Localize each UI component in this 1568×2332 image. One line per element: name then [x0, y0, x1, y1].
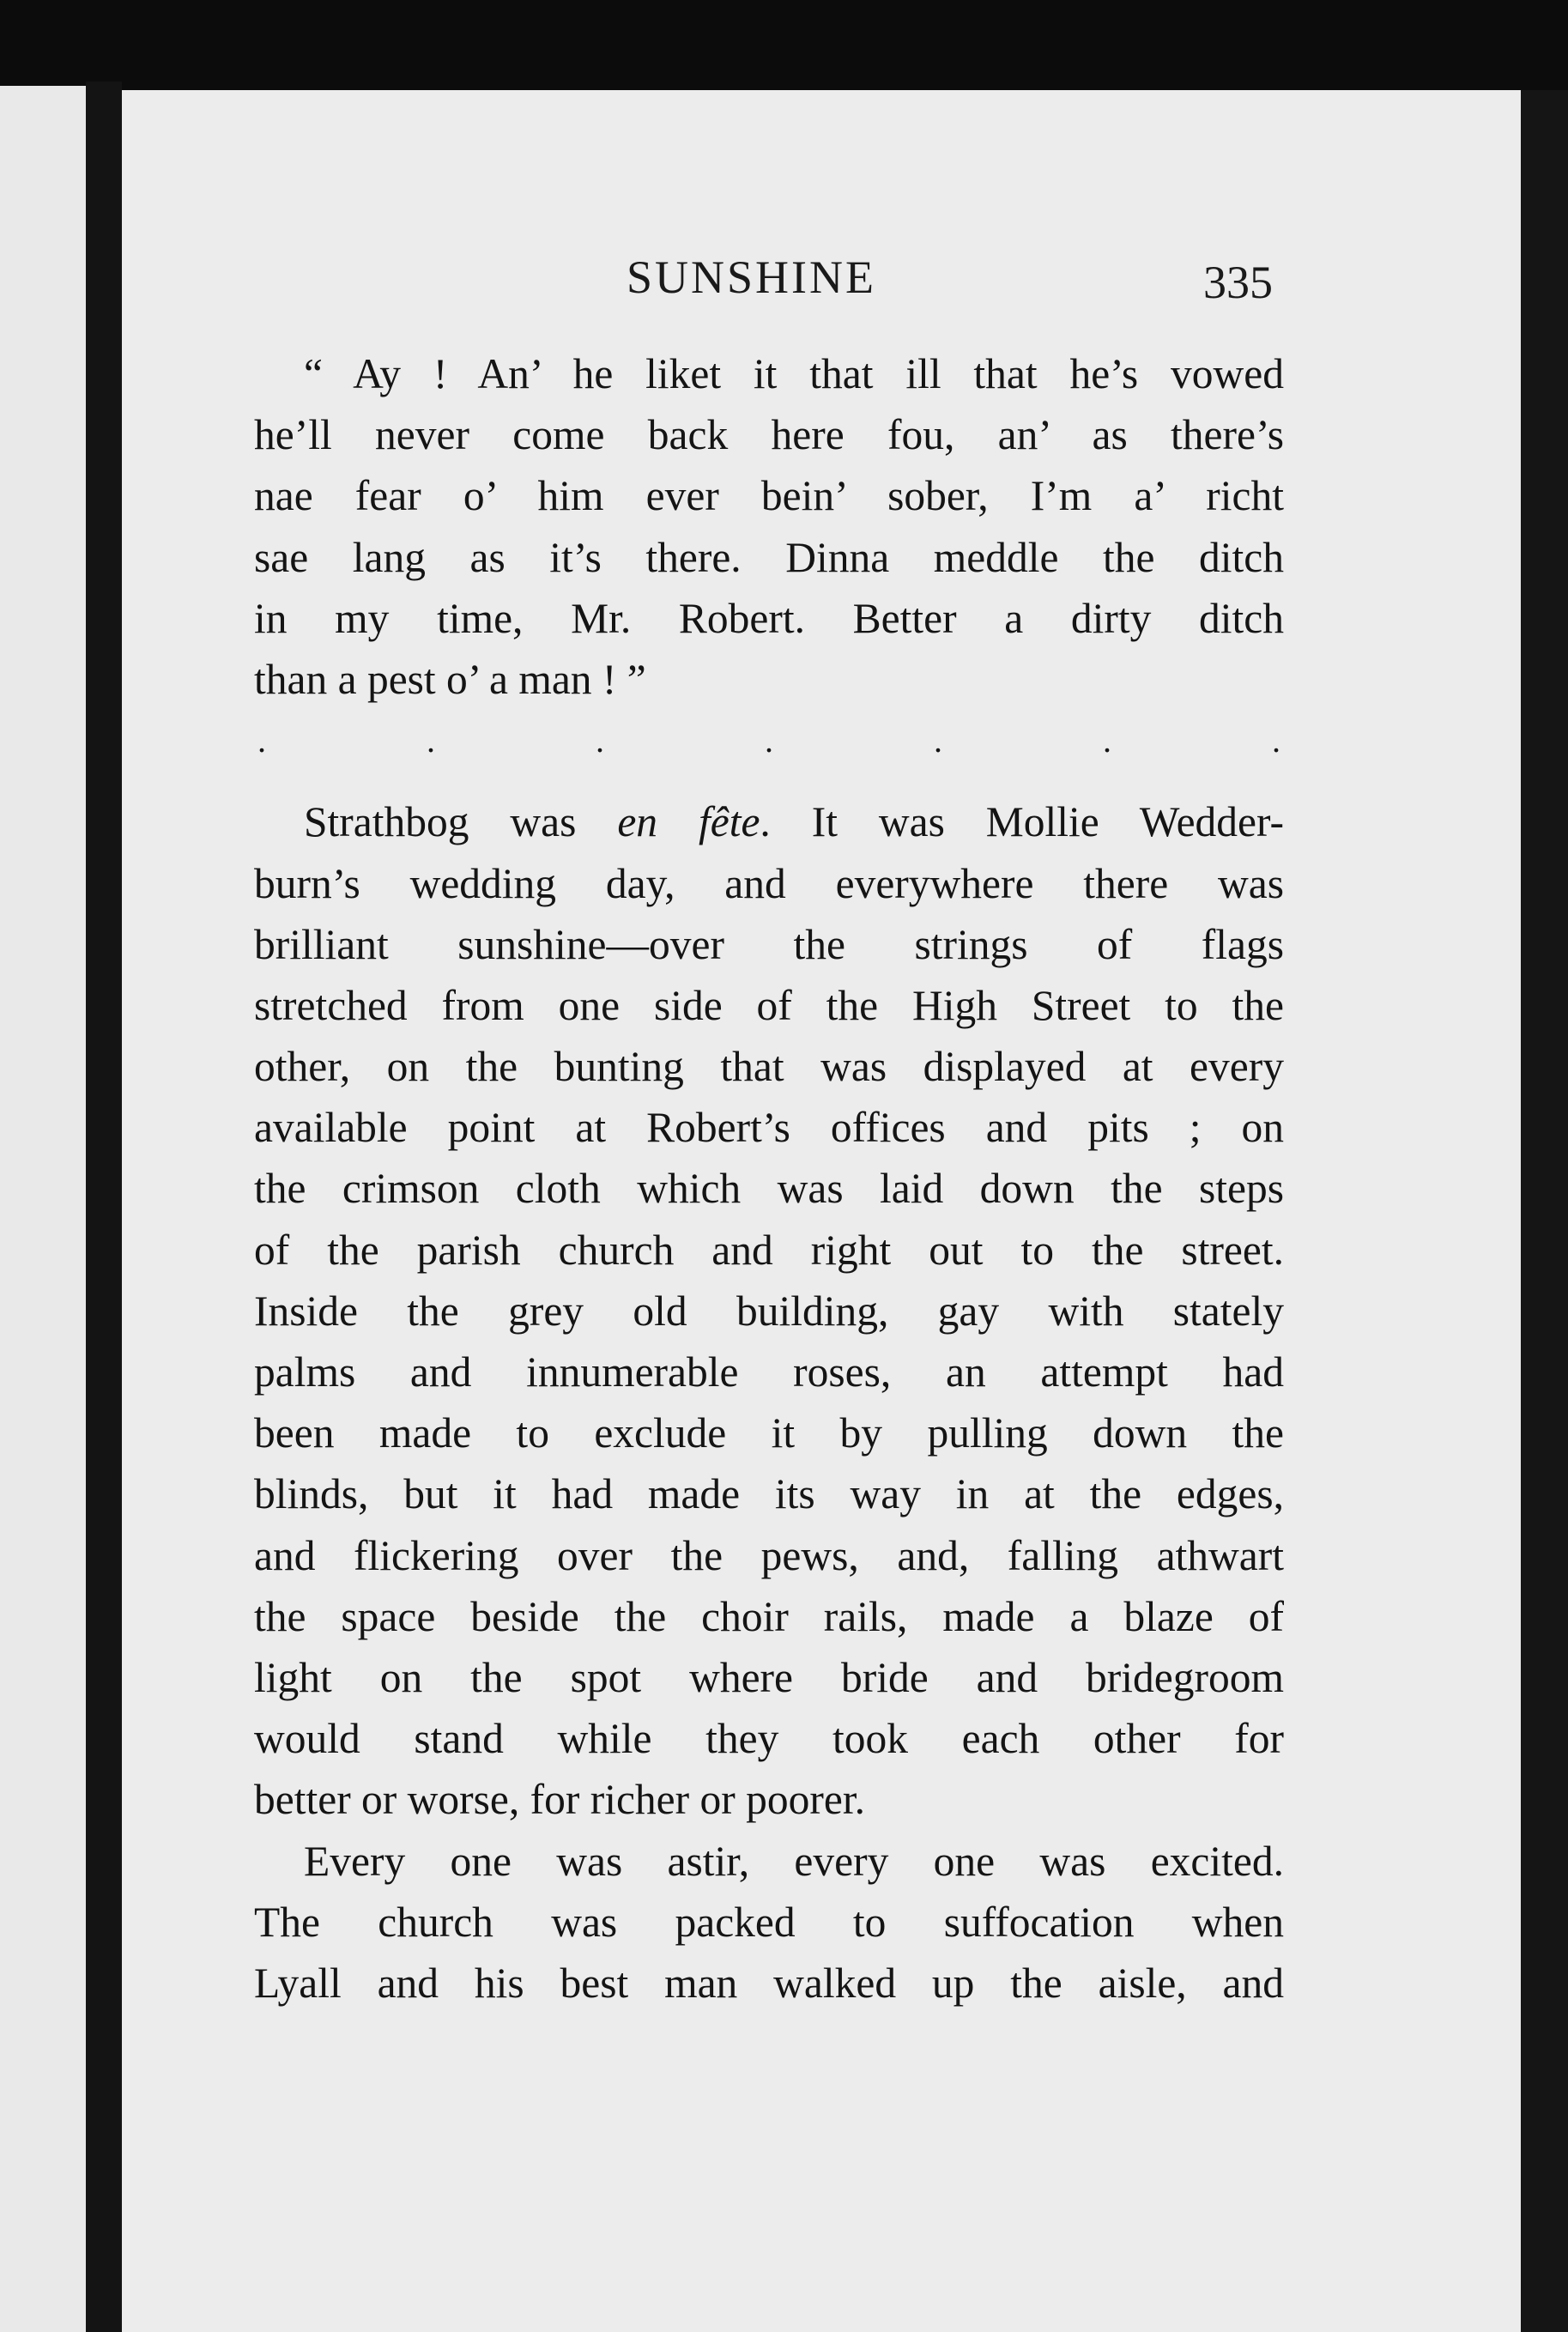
text-line: Every one was astir, every one was excited. — [304, 1837, 1284, 1885]
text-line: and flickering over the pews, and, falling athwart — [254, 1531, 1284, 1579]
text-line: “ Ay ! An’ he liket it that ill that he’s vowed — [304, 350, 1284, 397]
text-line: in my time, Mr. Robert. Better a dirty ditch — [254, 594, 1284, 642]
section-dot: . — [934, 721, 942, 760]
section-dot: . — [596, 721, 604, 760]
text-line: he’ll never come back here fou, an’ as there’s — [254, 411, 1284, 459]
paragraph-wedding — [254, 791, 1284, 1830]
text-fragment: . It was Mollie Wedder- — [760, 798, 1284, 846]
paragraph-dialogue — [254, 343, 1284, 710]
text-line: blinds, but it had made its way in at the edges, — [254, 1470, 1284, 1518]
text-line: available point at Robert’s offices and pits ; on — [254, 1104, 1284, 1152]
text-line: than a pest o’ a man ! ” — [254, 655, 646, 703]
section-dot: . — [1103, 721, 1111, 760]
text-line: the space beside the choir rails, made a blaze of — [254, 1592, 1284, 1640]
page-number: 335 — [1203, 257, 1273, 308]
text-line: been made to exclude it by pulling down the — [254, 1409, 1284, 1457]
section-dot: . — [1272, 721, 1280, 760]
text-line: sae lang as it’s there. Dinna meddle the ditch — [254, 533, 1284, 581]
text-line: burn’s wedding day, and everywhere there was — [254, 859, 1284, 907]
text-line: of the parish church and right out to the street. — [254, 1226, 1284, 1274]
text-line: better or worse, for richer or poorer. — [254, 1776, 865, 1824]
text-line: light on the spot where bride and bridegroom — [254, 1653, 1284, 1701]
text-line: stretched from one side of the High Street to the — [254, 981, 1284, 1029]
book-gutter — [86, 82, 122, 2332]
text-fragment: Strathbog was — [304, 798, 618, 846]
scan-top-border — [0, 0, 1568, 94]
facing-page-edge — [0, 86, 90, 2332]
text-line — [254, 791, 1284, 852]
running-title: SUNSHINE — [627, 251, 877, 303]
paragraph-church — [254, 1831, 1284, 2014]
text-line: nae fear o’ him ever bein’ sober, I’m a’ richt — [254, 472, 1284, 520]
text-line: The church was packed to suffocation when — [254, 1898, 1284, 1946]
section-dot: . — [765, 721, 773, 760]
text-line: the crimson cloth which was laid down the steps — [254, 1165, 1284, 1213]
text-line: Inside the grey old building, gay with stately — [254, 1287, 1284, 1335]
text-line: palms and innumerable roses, an attempt had — [254, 1348, 1284, 1396]
text-line: Lyall and his best man walked up the aisle, and — [254, 1959, 1284, 2007]
section-break-dots — [254, 710, 1284, 771]
section-dot: . — [427, 721, 435, 760]
italic-phrase: en fête — [617, 798, 760, 846]
section-dot: . — [257, 721, 266, 760]
text-line: other, on the bunting that was displayed at every — [254, 1043, 1284, 1091]
running-head — [0, 251, 1568, 311]
page-body — [254, 343, 1284, 2014]
spacer — [254, 771, 1284, 791]
text-line: would stand while they took each other for — [254, 1715, 1284, 1763]
scan-right-border — [1521, 90, 1568, 2332]
text-line: brilliant sunshine—over the strings of flags — [254, 920, 1284, 968]
